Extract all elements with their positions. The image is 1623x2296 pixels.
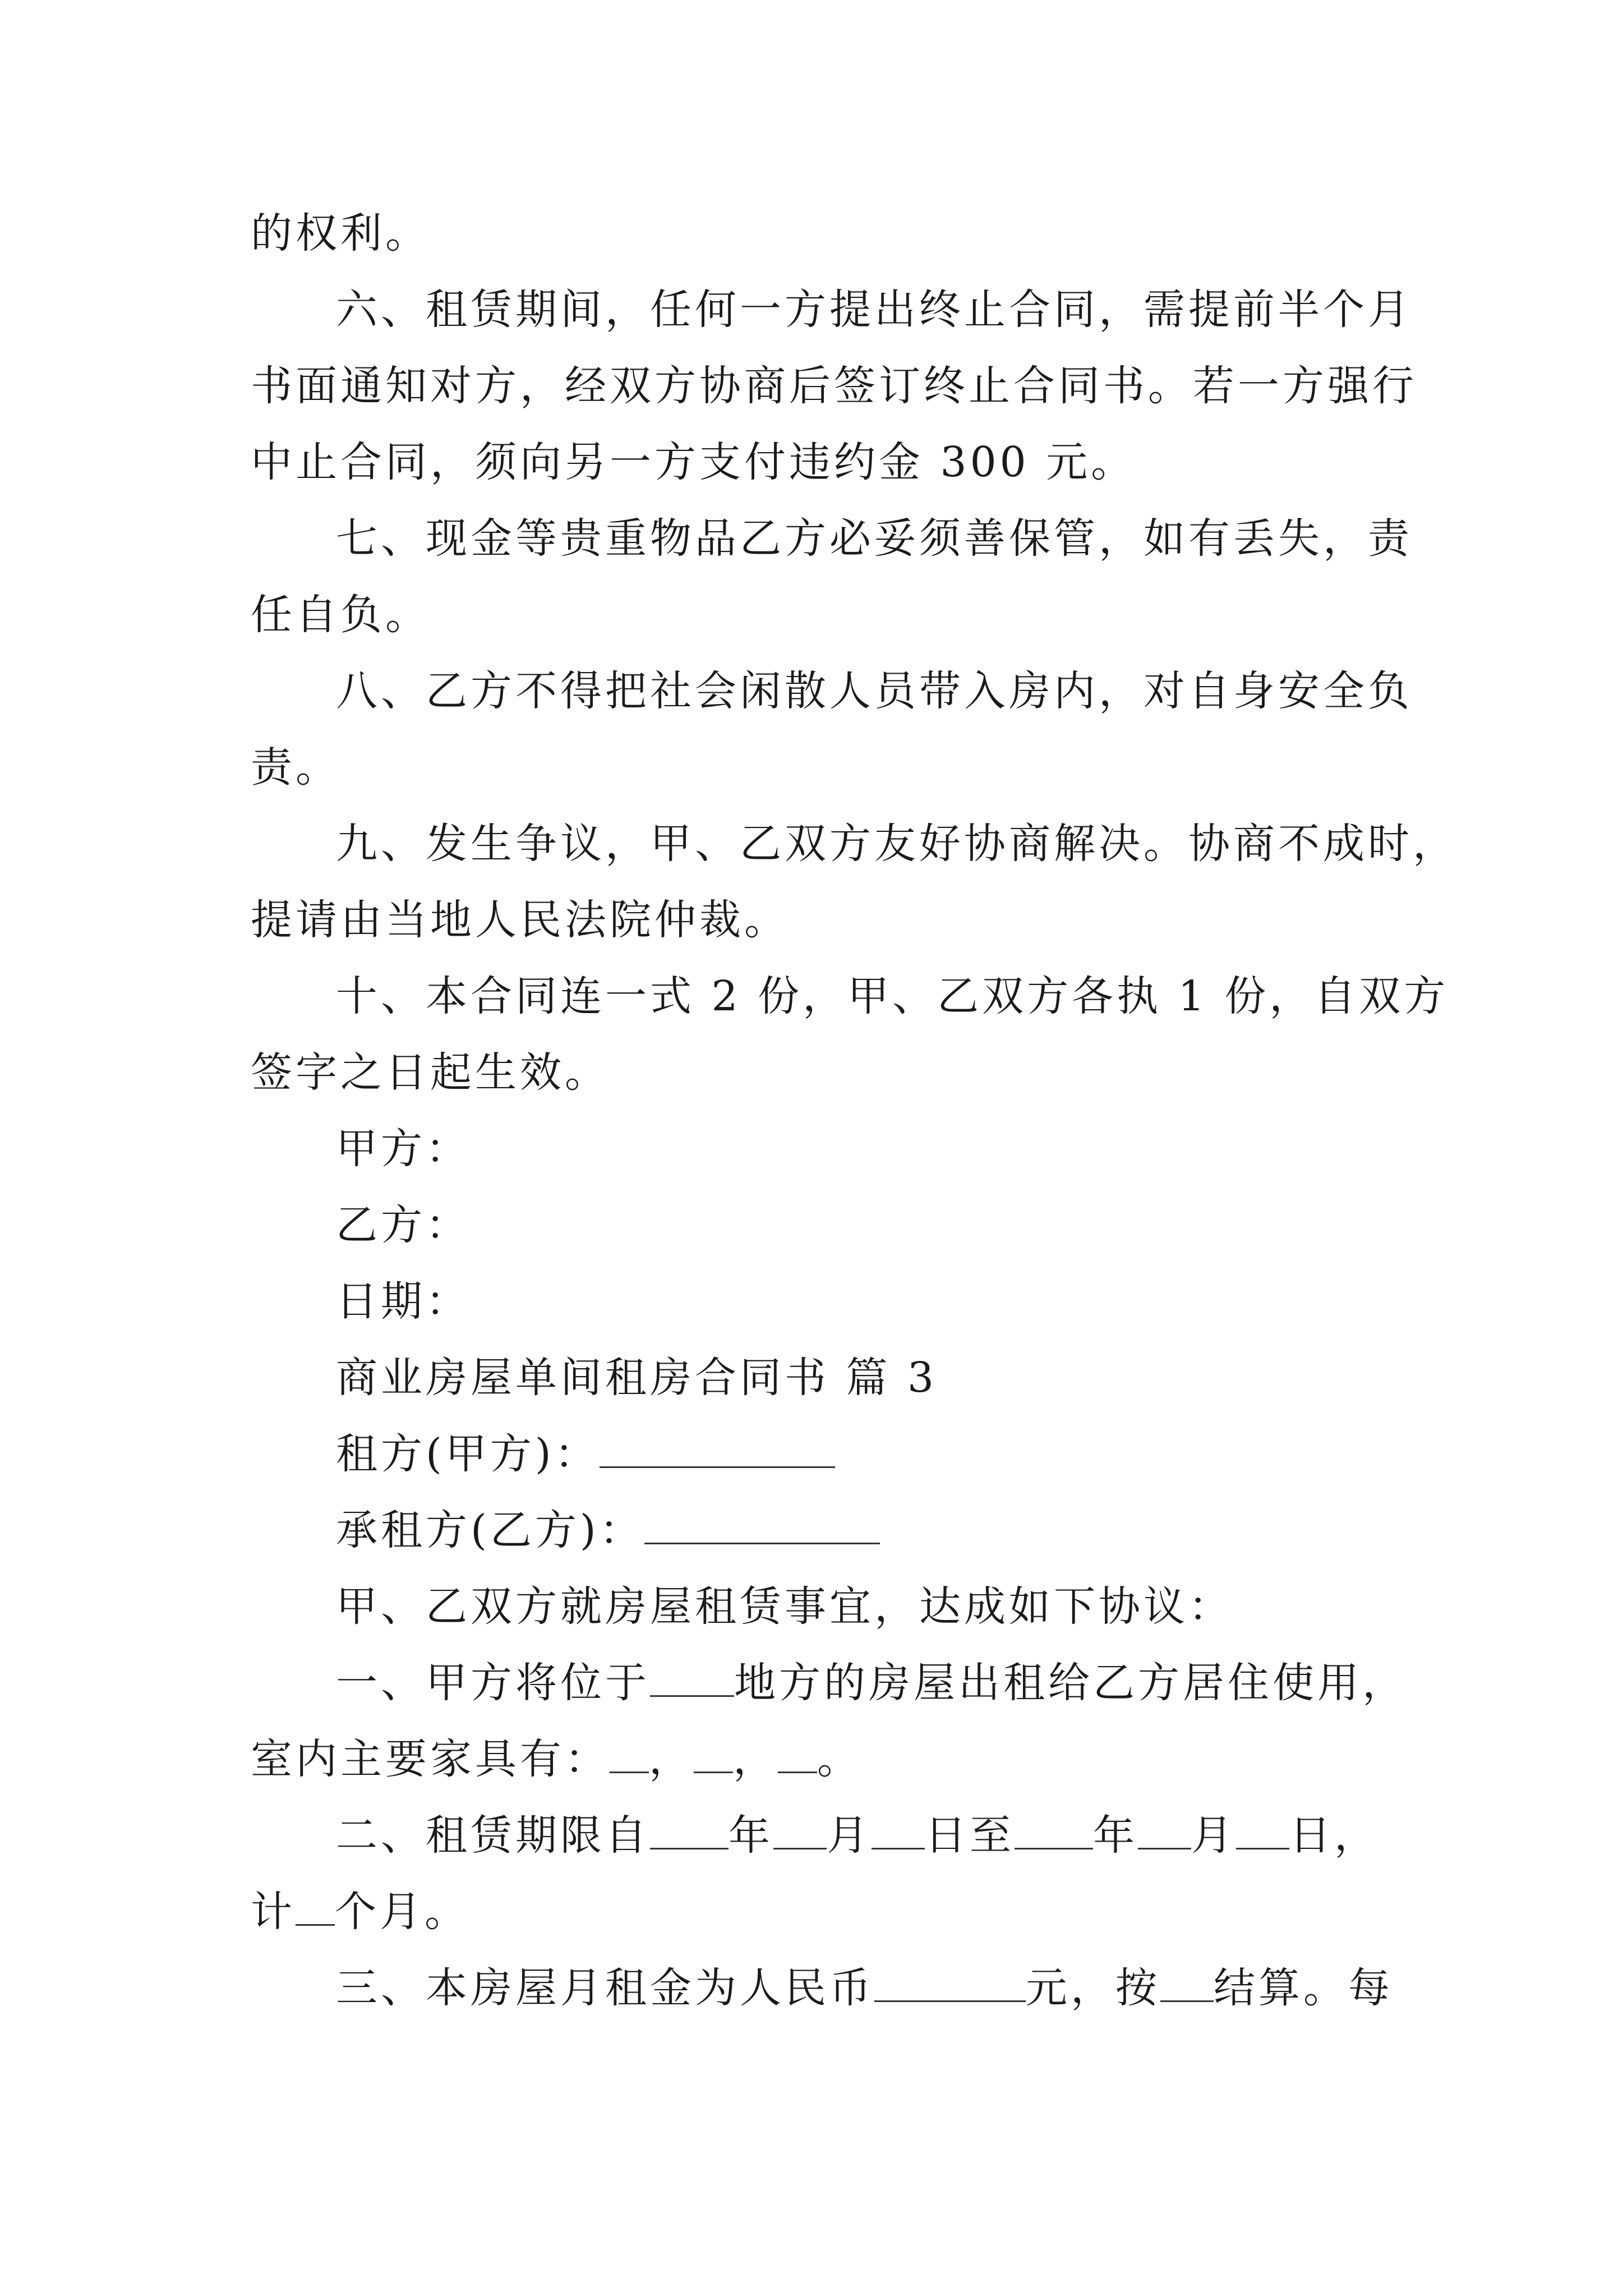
rent-label: 结算。每	[1214, 1964, 1393, 2012]
lease-term-label: 二、租赁期限自	[336, 1811, 650, 1860]
clause-10-line: 签字之日起生效。	[251, 1048, 610, 1097]
separator: ，	[649, 1735, 694, 1783]
lessee-label: 承租方(乙方)：	[336, 1506, 644, 1554]
lessee-blank	[644, 1503, 880, 1544]
party-b-signature: 乙方：	[336, 1201, 471, 1249]
year-label: 年	[728, 1811, 773, 1860]
clause-1-line	[251, 1721, 1389, 1797]
clause-10-line: 十、本合同连一式 2 份，甲、乙双方各执 1 份，自双方	[336, 972, 1449, 1020]
settlement-blank	[1160, 1961, 1214, 2002]
clause-9-line: 九、发生争议，甲、乙双方友好协商解决。协商不成时，	[336, 820, 1458, 868]
clause-9-line: 提请由当地人民法院仲裁。	[251, 896, 789, 944]
end-month-blank	[1138, 1809, 1191, 1849]
clause-6-line: 书面通知对方，经双方协商后签订终止合同书。若一方强行	[251, 362, 1417, 410]
clause-2-line	[251, 1874, 1389, 1950]
address-blank	[650, 1656, 734, 1697]
separator: ，	[733, 1735, 778, 1783]
clause-1-line	[251, 1645, 1407, 1721]
lessee-line	[251, 1492, 1389, 1568]
furniture-blank	[610, 1732, 649, 1773]
section-title: 商业房屋单间租房合同书 篇 3	[336, 1354, 938, 1402]
lessor-label: 租方(甲方)：	[336, 1430, 600, 1478]
paragraph-line: 的权利。	[251, 209, 430, 257]
count-label: 计	[251, 1888, 296, 1936]
clause-2-line	[251, 1797, 1389, 1874]
end-day-blank	[1236, 1809, 1289, 1849]
start-day-blank	[872, 1809, 925, 1849]
clause-3-line	[251, 1950, 1393, 2026]
furniture-blank	[778, 1732, 817, 1773]
month-count-blank	[296, 1885, 335, 1926]
lessor-blank	[600, 1427, 835, 1468]
document-body	[251, 195, 1458, 2026]
rent-amount-blank	[874, 1961, 1026, 2002]
furniture-blank	[694, 1732, 733, 1773]
rent-label: 三、本房屋月租金为人民币	[336, 1964, 874, 2012]
clause-8-line: 八、乙方不得把社会闲散人员带入房内，对自身安全负	[336, 667, 1413, 715]
period: 。	[817, 1735, 862, 1783]
date-signature: 日期：	[336, 1277, 471, 1326]
day-label: 日，	[1289, 1811, 1379, 1860]
end-year-blank	[1015, 1809, 1093, 1849]
month-label: 月	[827, 1811, 872, 1860]
clause-8-line: 责。	[251, 743, 340, 792]
count-label: 个月。	[335, 1888, 469, 1936]
year-label: 年	[1093, 1811, 1138, 1860]
rent-label: 元，按	[1026, 1964, 1160, 2012]
clause-6-line: 中止合同，须向另一方支付违约金 300 元。	[251, 438, 1136, 486]
start-year-blank	[650, 1809, 728, 1849]
day-label: 日至	[925, 1811, 1015, 1860]
clause-1-text: 一、甲方将位于	[336, 1659, 650, 1707]
clause-6-line: 六、租赁期间，任何一方提出终止合同，需提前半个月	[336, 286, 1413, 334]
agreement-intro: 甲、乙双方就房屋租赁事宜，达成如下协议：	[336, 1582, 1233, 1631]
lessor-line	[251, 1416, 1389, 1492]
furniture-label: 室内主要家具有：	[251, 1735, 610, 1783]
month-label: 月	[1191, 1811, 1236, 1860]
clause-1-text: 地方的房屋出租给乙方居住使用，	[734, 1659, 1407, 1707]
clause-7-line: 七、现金等贵重物品乙方必妥须善保管，如有丢失，责	[336, 514, 1413, 563]
start-month-blank	[773, 1809, 827, 1849]
clause-7-line: 任自负。	[251, 591, 430, 639]
party-a-signature: 甲方：	[336, 1125, 471, 1173]
